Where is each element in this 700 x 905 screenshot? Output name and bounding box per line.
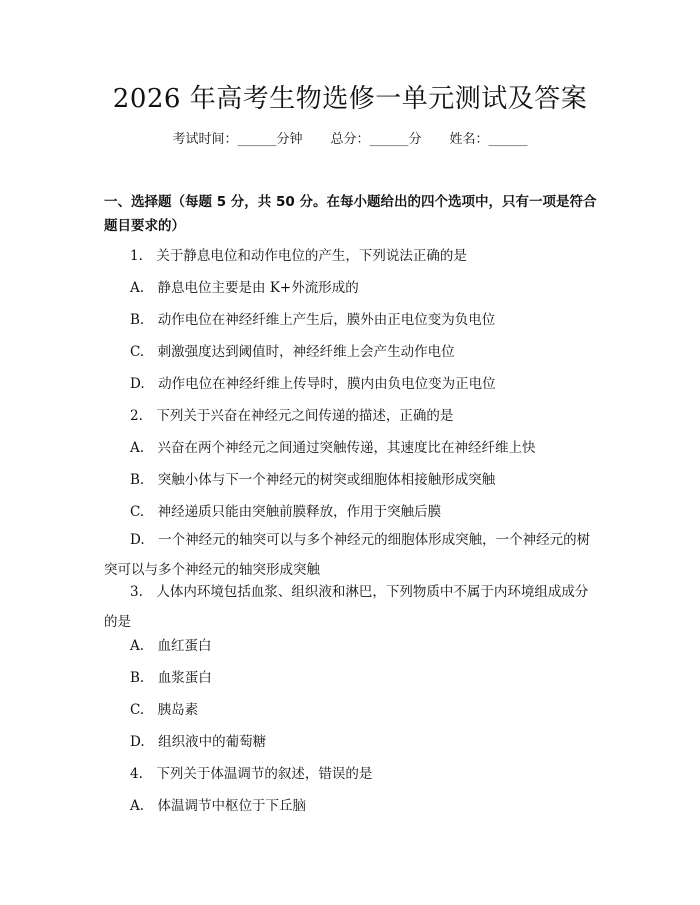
question-option: C. 胰岛素 bbox=[130, 702, 199, 718]
question-option: C. 刺激强度达到阈值时，神经纤维上会产生动作电位 bbox=[130, 344, 455, 360]
question-option: A. 静息电位主要是由 K+外流形成的 bbox=[130, 280, 359, 296]
name-label: 姓名： bbox=[449, 132, 489, 147]
question-option: D. 一个神经元的轴突可以与多个神经元的细胞体形成突触，一个神经元的树突可以与多个神经元的轴突形成突触 bbox=[104, 532, 591, 578]
name-blank: ______ bbox=[488, 132, 528, 147]
time-label: 考试时间： bbox=[172, 132, 238, 147]
score-blank: ______分 bbox=[369, 132, 422, 147]
page-title: 2026 年高考生物选修一单元测试及答案 bbox=[112, 84, 588, 114]
time-blank: ______分钟 bbox=[237, 132, 303, 147]
score-label: 总分： bbox=[330, 132, 370, 147]
question-option: A. 血红蛋白 bbox=[130, 638, 212, 654]
question-option: C. 神经递质只能由突触前膜释放，作用于突触后膜 bbox=[130, 504, 442, 520]
question-option: A. 体温调节中枢位于下丘脑 bbox=[130, 798, 307, 814]
question-option: D. 动作电位在神经纤维上传导时，膜内由负电位变为正电位 bbox=[130, 376, 496, 392]
question-option: A. 兴奋在两个神经元之间通过突触传递，其速度比在神经纤维上快 bbox=[130, 440, 536, 456]
section-heading: 一、选择题（每题 5 分，共 50 分。在每小题给出的四个选项中，只有一项是符合题目要求的） bbox=[104, 194, 597, 234]
question-stem: 3. 人体内环境包括血浆、组织液和淋巴，下列物质中不属于内环境组成成分的是 bbox=[104, 584, 589, 630]
question-stem: 4. 下列关于体温调节的叙述，错误的是 bbox=[130, 766, 373, 782]
question-option: B. 血浆蛋白 bbox=[130, 670, 212, 686]
question-stem: 2. 下列关于兴奋在神经元之间传递的描述，正确的是 bbox=[130, 408, 454, 424]
question-option: B. 动作电位在神经纤维上产生后，膜外由正电位变为负电位 bbox=[130, 312, 496, 328]
question-option: D. 组织液中的葡萄糖 bbox=[130, 734, 267, 750]
exam-info-line bbox=[0, 130, 700, 150]
question-stem: 1. 关于静息电位和动作电位的产生，下列说法正确的是 bbox=[130, 248, 467, 264]
question-option: B. 突触小体与下一个神经元的树突或细胞体相接触形成突触 bbox=[130, 472, 496, 488]
